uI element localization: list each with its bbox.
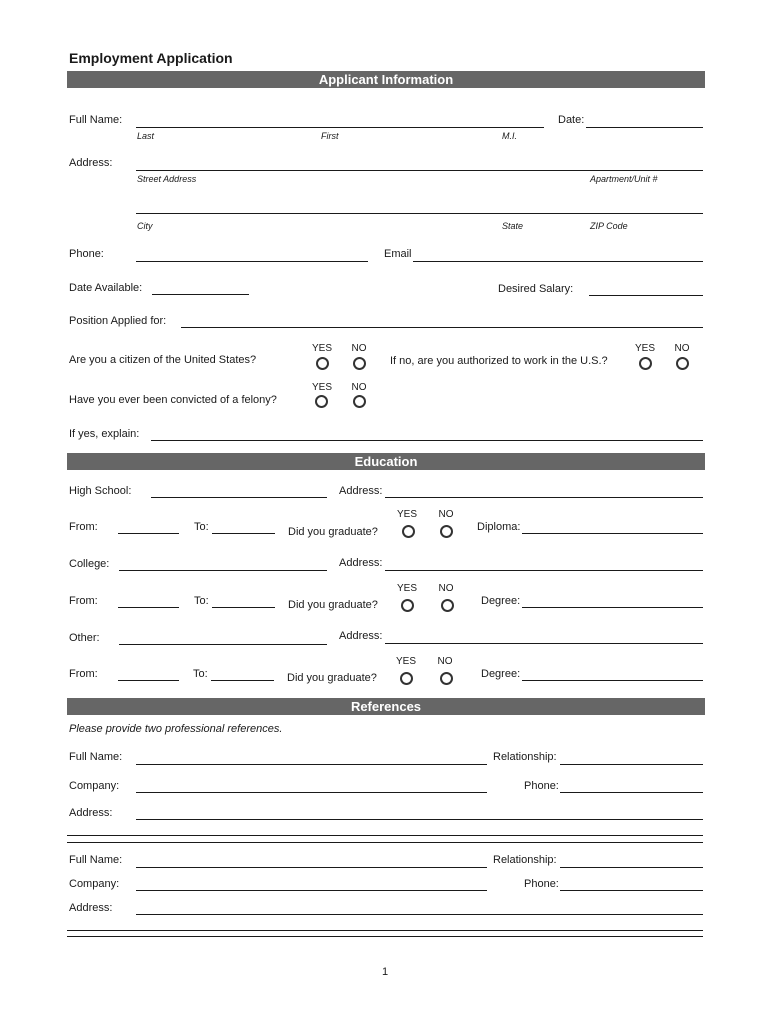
other-field[interactable] bbox=[119, 644, 327, 645]
ref2-address-line-2[interactable] bbox=[67, 930, 703, 931]
college-graduate-yes-radio[interactable] bbox=[401, 599, 414, 612]
full-name-field[interactable] bbox=[136, 127, 544, 128]
sublabel-state: State bbox=[502, 221, 524, 231]
ref2-company-label: Company: bbox=[69, 878, 120, 890]
no-label: NO bbox=[351, 343, 367, 354]
high-school-address-field[interactable] bbox=[385, 497, 703, 498]
ref1-company-label: Company: bbox=[69, 780, 120, 792]
college-address-field[interactable] bbox=[385, 570, 703, 571]
date-field[interactable] bbox=[586, 127, 703, 128]
citizen-question: Are you a citizen of the United States? bbox=[69, 354, 257, 366]
other-address-label: Address: bbox=[339, 630, 383, 642]
ref1-address-field[interactable] bbox=[136, 819, 703, 820]
ref1-company-field[interactable] bbox=[136, 792, 487, 793]
no-label: NO bbox=[438, 509, 454, 520]
sublabel-first: First bbox=[321, 131, 339, 141]
other-graduate-no-radio[interactable] bbox=[440, 672, 453, 685]
hs-from-label: From: bbox=[69, 521, 98, 533]
ref1-phone-field[interactable] bbox=[560, 792, 703, 793]
sublabel-street: Street Address bbox=[137, 174, 197, 184]
email-field[interactable] bbox=[413, 261, 703, 262]
sublabel-city: City bbox=[137, 221, 153, 231]
other-address-field[interactable] bbox=[385, 643, 703, 644]
felony-yes-radio[interactable] bbox=[315, 395, 328, 408]
yes-label: YES bbox=[396, 583, 417, 594]
other-graduate-yes-radio[interactable] bbox=[400, 672, 413, 685]
yes-label: YES bbox=[311, 382, 332, 393]
hs-graduate-question: Did you graduate? bbox=[288, 526, 378, 538]
explain-label: If yes, explain: bbox=[69, 428, 140, 440]
ref2-full-name-label: Full Name: bbox=[69, 854, 123, 866]
phone-label: Phone: bbox=[69, 248, 104, 260]
date-available-label: Date Available: bbox=[69, 282, 143, 294]
other-degree-label: Degree: bbox=[481, 668, 521, 680]
college-to-field[interactable] bbox=[212, 607, 275, 608]
hs-from-field[interactable] bbox=[118, 533, 179, 534]
position-label: Position Applied for: bbox=[69, 315, 167, 327]
page-number: 1 bbox=[381, 966, 389, 978]
sublabel-zip: ZIP Code bbox=[590, 221, 628, 231]
ref2-relationship-field[interactable] bbox=[560, 867, 703, 868]
section-header-references: References bbox=[67, 698, 705, 715]
divider bbox=[67, 842, 703, 843]
college-from-label: From: bbox=[69, 595, 98, 607]
sublabel-mi: M.I. bbox=[502, 131, 517, 141]
high-school-field[interactable] bbox=[151, 497, 327, 498]
position-field[interactable] bbox=[181, 327, 703, 328]
college-to-label: To: bbox=[194, 595, 209, 607]
no-label: NO bbox=[438, 583, 454, 594]
ref2-address-field[interactable] bbox=[136, 914, 703, 915]
other-from-field[interactable] bbox=[118, 680, 179, 681]
yes-label: YES bbox=[311, 343, 332, 354]
date-label: Date: bbox=[558, 114, 585, 126]
section-header-applicant: Applicant Information bbox=[67, 71, 705, 88]
college-field[interactable] bbox=[119, 570, 327, 571]
email-label: Email bbox=[384, 248, 412, 260]
felony-question: Have you ever been convicted of a felony? bbox=[69, 394, 277, 406]
no-label: NO bbox=[674, 343, 690, 354]
other-graduate-question: Did you graduate? bbox=[287, 672, 377, 684]
sublabel-apartment: Apartment/Unit # bbox=[590, 174, 658, 184]
no-label: NO bbox=[437, 656, 453, 667]
ref1-address-line-2[interactable] bbox=[67, 835, 703, 836]
ref1-full-name-label: Full Name: bbox=[69, 751, 123, 763]
hs-graduate-yes-radio[interactable] bbox=[402, 525, 415, 538]
citizen-no-radio[interactable] bbox=[353, 357, 366, 370]
college-graduate-no-radio[interactable] bbox=[441, 599, 454, 612]
ref1-address-label: Address: bbox=[69, 807, 113, 819]
felony-no-radio[interactable] bbox=[353, 395, 366, 408]
full-name-label: Full Name: bbox=[69, 114, 123, 126]
high-school-address-label: Address: bbox=[339, 485, 383, 497]
city-state-zip-field[interactable] bbox=[136, 213, 703, 214]
ref2-company-field[interactable] bbox=[136, 890, 487, 891]
ref2-full-name-field[interactable] bbox=[136, 867, 487, 868]
desired-salary-label: Desired Salary: bbox=[498, 283, 574, 295]
yes-label: YES bbox=[396, 509, 417, 520]
address-label: Address: bbox=[69, 157, 113, 169]
college-degree-field[interactable] bbox=[522, 607, 703, 608]
ref2-phone-field[interactable] bbox=[560, 890, 703, 891]
college-degree-label: Degree: bbox=[481, 595, 521, 607]
other-from-label: From: bbox=[69, 668, 98, 680]
other-degree-field[interactable] bbox=[522, 680, 703, 681]
hs-graduate-no-radio[interactable] bbox=[440, 525, 453, 538]
college-label: College: bbox=[69, 558, 110, 570]
yes-label: YES bbox=[634, 343, 655, 354]
ref2-relationship-label: Relationship: bbox=[493, 854, 557, 866]
phone-field[interactable] bbox=[136, 261, 368, 262]
ref1-relationship-field[interactable] bbox=[560, 764, 703, 765]
hs-to-label: To: bbox=[194, 521, 209, 533]
ref2-address-label: Address: bbox=[69, 902, 113, 914]
college-from-field[interactable] bbox=[118, 607, 179, 608]
college-address-label: Address: bbox=[339, 557, 383, 569]
ref1-full-name-field[interactable] bbox=[136, 764, 487, 765]
ref2-phone-label: Phone: bbox=[524, 878, 559, 890]
authorized-question: If no, are you authorized to work in the U.S.? bbox=[390, 355, 608, 367]
college-graduate-question: Did you graduate? bbox=[288, 599, 378, 611]
other-to-field[interactable] bbox=[211, 680, 274, 681]
other-label: Other: bbox=[69, 632, 100, 644]
ref1-phone-label: Phone: bbox=[524, 780, 559, 792]
references-note: Please provide two professional references. bbox=[69, 723, 283, 735]
street-address-field[interactable] bbox=[136, 170, 703, 171]
section-header-education: Education bbox=[67, 453, 705, 470]
page-title: Employment Application bbox=[69, 50, 233, 66]
no-label: NO bbox=[351, 382, 367, 393]
authorized-yes-radio[interactable] bbox=[639, 357, 652, 370]
hs-to-field[interactable] bbox=[212, 533, 275, 534]
authorized-no-radio[interactable] bbox=[676, 357, 689, 370]
date-available-field[interactable] bbox=[152, 294, 249, 295]
explain-field[interactable] bbox=[151, 440, 703, 441]
divider bbox=[67, 936, 703, 937]
diploma-label: Diploma: bbox=[477, 521, 521, 533]
other-to-label: To: bbox=[193, 668, 208, 680]
diploma-field[interactable] bbox=[522, 533, 703, 534]
high-school-label: High School: bbox=[69, 485, 132, 497]
yes-label: YES bbox=[395, 656, 416, 667]
citizen-yes-radio[interactable] bbox=[316, 357, 329, 370]
desired-salary-field[interactable] bbox=[589, 295, 703, 296]
sublabel-last: Last bbox=[137, 131, 155, 141]
ref1-relationship-label: Relationship: bbox=[493, 751, 557, 763]
